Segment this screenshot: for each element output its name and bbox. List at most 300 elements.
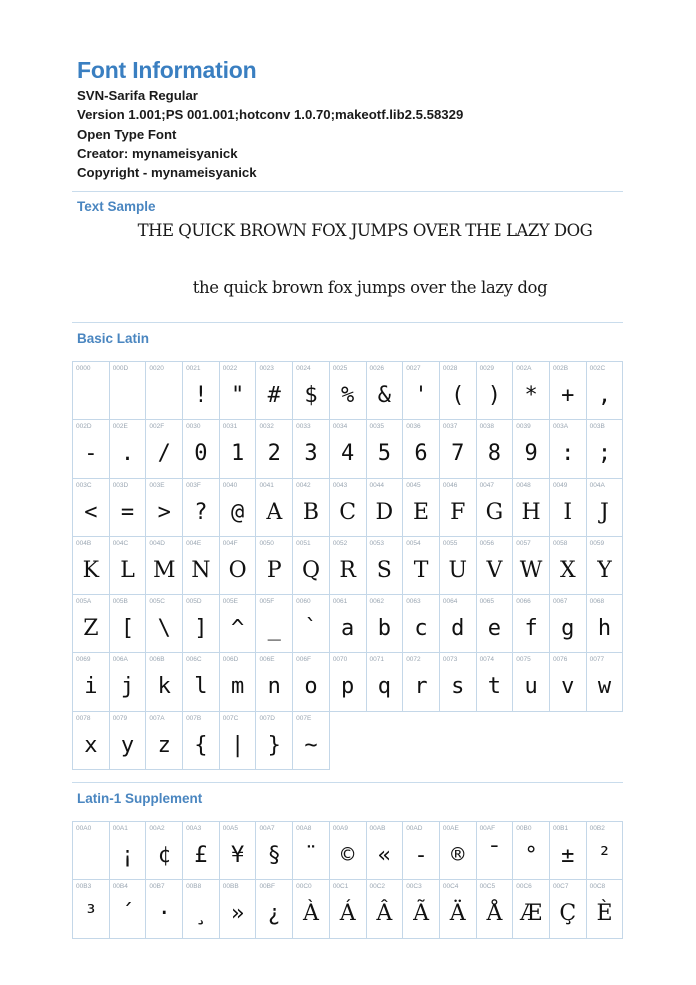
glyph-cell: [330, 479, 367, 537]
codepoint-label: 00A9: [332, 825, 348, 832]
codepoint-label: 006F: [296, 656, 311, 664]
glyph-cell: [146, 595, 183, 653]
glyph-cell: [293, 420, 330, 478]
glyph-cell: [477, 595, 514, 653]
glyph-preview: [: [120, 616, 135, 642]
text-sample-heading: Text Sample: [77, 199, 156, 214]
font-name: SVN-Sarifa Regular: [77, 88, 198, 103]
glyph-cell: [256, 595, 293, 653]
glyph-preview: h: [597, 616, 612, 642]
glyph-preview: 3: [304, 441, 318, 467]
glyph-preview: ?: [194, 499, 208, 525]
glyph-preview: z: [157, 732, 171, 758]
glyph-cell: [587, 420, 624, 478]
glyph-preview: ]: [194, 616, 208, 642]
codepoint-label: 005C: [149, 598, 165, 606]
glyph-preview: /: [157, 441, 171, 467]
glyph-preview: ^: [230, 616, 245, 642]
codepoint-label: 0057: [516, 539, 531, 547]
glyph-cell: [513, 479, 550, 537]
codepoint-label: 00B0: [516, 825, 532, 832]
glyph-preview: o: [304, 674, 318, 700]
codepoint-label: 002A: [516, 365, 532, 372]
sample-uppercase: THE QUICK BROWN FOX JUMPS OVER THE LAZY DOG: [137, 221, 593, 240]
glyph-preview: v: [561, 674, 575, 700]
glyph-cell: [110, 420, 147, 478]
glyph-cell: [293, 880, 330, 938]
glyph-preview: ©: [341, 843, 355, 868]
codepoint-label: 0029: [479, 365, 495, 372]
glyph-preview: Æ: [520, 901, 543, 927]
latin1-heading: Latin-1 Supplement: [77, 791, 203, 806]
codepoint-label: 00B4: [112, 883, 128, 891]
glyph-cell: [550, 595, 587, 653]
codepoint-label: 0030: [186, 423, 201, 431]
glyph-cell: [440, 653, 477, 711]
codepoint-label: 006C: [186, 656, 202, 664]
codepoint-label: 000D: [112, 365, 129, 372]
codepoint-label: 007A: [149, 714, 165, 722]
glyph-cell: [73, 479, 110, 537]
codepoint-label: 005E: [222, 598, 238, 606]
glyph-preview: >: [157, 499, 171, 525]
glyph-cell: [587, 479, 624, 537]
codepoint-label: 0024: [296, 365, 311, 372]
codepoint-label: 00A2: [149, 825, 165, 832]
glyph-cell: [73, 595, 110, 653]
codepoint-label: 005F: [259, 598, 275, 606]
codepoint-label: 00B8: [186, 883, 202, 891]
glyph-preview: W: [519, 557, 543, 583]
glyph-preview: 5: [377, 441, 391, 467]
glyph-preview: 7: [451, 441, 465, 467]
glyph-preview: È: [596, 901, 613, 927]
codepoint-label: 00B7: [149, 883, 165, 891]
glyph-cell: [587, 822, 624, 880]
codepoint-label: 004F: [222, 539, 238, 547]
glyph-preview: C: [339, 499, 357, 525]
glyph-preview: <: [84, 499, 98, 525]
codepoint-label: 005A: [76, 598, 92, 606]
codepoint-label: 0072: [406, 656, 421, 664]
codepoint-label: 002C: [589, 365, 606, 372]
glyph-preview: &: [377, 383, 391, 408]
glyph-cell: [513, 653, 550, 711]
codepoint-label: 00A8: [296, 825, 312, 832]
glyph-cell: [513, 880, 550, 938]
glyph-preview: a: [341, 616, 355, 642]
glyph-cell: [403, 420, 440, 478]
glyph-cell: [403, 479, 440, 537]
glyph-preview: l: [194, 674, 208, 700]
codepoint-label: 00B2: [589, 825, 605, 832]
basic-latin-heading: Basic Latin: [77, 331, 150, 346]
codepoint-label: 0045: [406, 481, 421, 489]
codepoint-label: 0026: [369, 365, 384, 372]
glyph-preview: ·: [157, 901, 171, 927]
glyph-preview: 0: [194, 441, 208, 467]
glyph-cell: [256, 653, 293, 711]
glyph-cell: [256, 479, 293, 537]
codepoint-label: 0069: [76, 656, 91, 664]
codepoint-label: 0035: [369, 423, 384, 431]
glyph-preview: i: [84, 674, 98, 700]
codepoint-label: 007C: [222, 714, 239, 722]
glyph-preview: ;: [597, 441, 612, 467]
glyph-preview: +: [561, 383, 575, 408]
glyph-cell: [477, 479, 514, 537]
glyph-preview: j: [120, 674, 135, 700]
glyph-cell: [550, 822, 587, 880]
codepoint-label: 0052: [332, 539, 348, 547]
font-type: Open Type Font: [77, 126, 177, 142]
glyph-cell: [587, 595, 624, 653]
glyph-cell: [220, 822, 257, 880]
glyph-cell: [550, 420, 587, 478]
glyph-cell: [256, 880, 293, 938]
glyph-preview: Q: [301, 557, 320, 583]
glyph-preview: ³: [84, 901, 98, 927]
codepoint-label: 0055: [442, 539, 458, 547]
glyph-cell: [256, 712, 293, 770]
glyph-cell: [256, 822, 293, 880]
glyph-preview: d: [451, 616, 465, 642]
codepoint-label: 002D: [76, 423, 92, 431]
codepoint-label: 003B: [589, 423, 605, 431]
codepoint-label: 00B1: [552, 825, 569, 832]
glyph-preview: m: [230, 674, 245, 700]
glyph-cell: [146, 479, 183, 537]
glyph-preview: Å: [486, 901, 503, 927]
codepoint-label: 00C3: [406, 883, 422, 891]
codepoint-label: 0000: [76, 365, 91, 372]
glyph-cell: [110, 712, 147, 770]
glyph-preview: $: [304, 383, 318, 408]
codepoint-label: 0058: [552, 539, 568, 547]
codepoint-label: 00A0: [76, 825, 92, 832]
glyph-cell: [513, 362, 550, 420]
glyph-preview: S: [376, 557, 392, 583]
codepoint-label: 0067: [552, 598, 568, 606]
codepoint-label: 0075: [516, 656, 531, 664]
codepoint-label: 0078: [76, 714, 91, 722]
glyph-cell: [110, 880, 147, 938]
glyph-preview: *: [524, 383, 538, 408]
glyph-cell: [220, 362, 257, 420]
glyph-cell: [220, 712, 257, 770]
divider: [72, 322, 623, 323]
codepoint-label: 0037: [442, 423, 458, 431]
glyph-preview: \: [157, 616, 171, 642]
glyph-preview: e: [487, 616, 502, 642]
glyph-cell: [220, 595, 257, 653]
glyph-cell: [256, 537, 293, 595]
glyph-preview: 1: [230, 441, 245, 467]
glyph-cell: [403, 362, 440, 420]
glyph-preview: Â: [376, 901, 393, 927]
font-info: [77, 86, 463, 182]
codepoint-label: 00C6: [516, 883, 532, 891]
glyph-preview: L: [120, 557, 135, 583]
codepoint-label: 0063: [406, 598, 421, 606]
glyph-cell: [183, 880, 220, 938]
codepoint-label: 0040: [222, 481, 238, 489]
glyph-preview: ¯: [487, 843, 502, 868]
glyph-cell: [256, 420, 293, 478]
glyph-cell: [183, 822, 220, 880]
codepoint-label: 0020: [149, 365, 164, 372]
codepoint-label: 0079: [112, 714, 128, 722]
glyph-preview: |: [230, 732, 245, 758]
glyph-cell: [73, 822, 110, 880]
codepoint-label: 00BB: [222, 883, 239, 891]
codepoint-label: 00C0: [296, 883, 312, 891]
codepoint-label: 0041: [259, 481, 274, 489]
glyph-preview: O: [228, 557, 247, 583]
glyph-preview: (: [451, 383, 465, 408]
codepoint-label: 0025: [332, 365, 348, 372]
codepoint-label: 00BF: [259, 883, 275, 891]
glyph-preview: t: [487, 674, 502, 700]
glyph-preview: T: [413, 557, 429, 583]
glyph-cell: [293, 537, 330, 595]
codepoint-label: 004C: [112, 539, 129, 547]
glyph-cell: [440, 537, 477, 595]
glyph-preview: §: [267, 843, 281, 868]
codepoint-label: 0034: [332, 423, 348, 431]
glyph-cell: [330, 653, 367, 711]
glyph-cell: [330, 880, 367, 938]
codepoint-label: 0046: [442, 481, 458, 489]
codepoint-label: 0031: [222, 423, 238, 431]
glyph-cell: [183, 479, 220, 537]
codepoint-label: 007D: [259, 714, 275, 722]
glyph-cell: [73, 712, 110, 770]
glyph-preview: ¡: [120, 843, 135, 868]
codepoint-label: 0051: [296, 539, 311, 547]
codepoint-label: 00C5: [479, 883, 496, 891]
divider: [72, 191, 623, 192]
codepoint-label: 0049: [552, 481, 568, 489]
glyph-preview: ¨: [304, 843, 318, 868]
glyph-preview: X: [559, 557, 576, 583]
glyph-preview: Á: [339, 901, 356, 927]
glyph-cell: [146, 537, 183, 595]
codepoint-label: 0039: [516, 423, 531, 431]
glyph-cell: [146, 420, 183, 478]
glyph-preview: B: [302, 499, 320, 525]
codepoint-label: 0077: [589, 656, 605, 664]
font-copyright: Copyright - mynameisyanick: [77, 165, 257, 181]
glyph-cell: [440, 362, 477, 420]
divider: [72, 782, 623, 783]
glyph-preview: £: [194, 843, 208, 868]
glyph-preview: =: [120, 499, 135, 525]
codepoint-label: 00A7: [259, 825, 275, 832]
codepoint-label: 00C2: [369, 883, 386, 891]
glyph-preview: «: [377, 843, 391, 868]
codepoint-label: 003D: [112, 481, 129, 489]
glyph-preview: ¥: [230, 843, 245, 868]
glyph-cell: [183, 362, 220, 420]
glyph-cell: [73, 880, 110, 938]
codepoint-label: 0066: [516, 598, 531, 606]
glyph-cell: [367, 479, 404, 537]
codepoint-label: 00B3: [76, 883, 92, 891]
codepoint-label: 0033: [296, 423, 311, 431]
codepoint-label: 0021: [186, 365, 201, 372]
glyph-cell: [587, 880, 624, 938]
codepoint-label: 0068: [589, 598, 605, 606]
glyph-preview: %: [341, 383, 355, 408]
glyph-cell: [367, 653, 404, 711]
glyph-cell: [220, 653, 257, 711]
glyph-preview: f: [524, 616, 538, 642]
glyph-cell: [367, 822, 404, 880]
codepoint-label: 002E: [112, 423, 128, 431]
codepoint-label: 007B: [186, 714, 202, 722]
glyph-cell: [110, 595, 147, 653]
codepoint-label: 0074: [479, 656, 495, 664]
codepoint-label: 0059: [589, 539, 605, 547]
codepoint-label: 00C1: [332, 883, 349, 891]
glyph-preview: ¿: [267, 901, 281, 927]
glyph-cell: [330, 537, 367, 595]
glyph-cell: [73, 362, 110, 420]
codepoint-label: 0053: [369, 539, 384, 547]
codepoint-label: 005D: [186, 598, 202, 606]
glyph-cell: [146, 712, 183, 770]
glyph-cell: [440, 420, 477, 478]
codepoint-label: 0036: [406, 423, 421, 431]
glyph-cell: [477, 362, 514, 420]
glyph-cell: [513, 420, 550, 478]
glyph-preview: r: [414, 674, 428, 700]
sample-lowercase: the quick brown fox jumps over the lazy dog: [192, 278, 548, 297]
codepoint-label: 0062: [369, 598, 384, 606]
glyph-preview: R: [339, 557, 356, 583]
codepoint-label: 006A: [112, 656, 128, 664]
glyph-cell: [477, 822, 514, 880]
glyph-cell: [183, 595, 220, 653]
glyph-preview: ±: [561, 843, 575, 868]
glyph-cell: [403, 880, 440, 938]
codepoint-label: 0044: [369, 481, 384, 489]
codepoint-label: 0054: [406, 539, 421, 547]
glyph-preview: .: [120, 441, 135, 467]
glyph-cell: [477, 420, 514, 478]
glyph-cell: [110, 537, 147, 595]
codepoint-label: 002F: [149, 423, 165, 431]
glyph-preview: U: [448, 557, 467, 583]
codepoint-label: 0027: [406, 365, 421, 372]
codepoint-label: 0028: [442, 365, 458, 372]
glyph-preview: °: [524, 843, 538, 868]
codepoint-label: 002B: [552, 365, 569, 372]
glyph-preview: :: [561, 441, 575, 467]
glyph-preview: 9: [524, 441, 538, 467]
codepoint-label: 0048: [516, 481, 531, 489]
glyph-preview: À: [303, 901, 319, 927]
codepoint-label: 0050: [259, 539, 274, 547]
glyph-preview: K: [82, 557, 100, 583]
glyph-preview: H: [521, 499, 541, 525]
glyph-cell: [550, 479, 587, 537]
glyph-cell: [293, 362, 330, 420]
glyph-preview: E: [413, 499, 430, 525]
glyph-cell: [367, 595, 404, 653]
glyph-cell: [477, 653, 514, 711]
glyph-preview: y: [120, 732, 135, 758]
glyph-preview: c: [414, 616, 428, 642]
codepoint-label: 003C: [76, 481, 92, 489]
glyph-preview: N: [191, 557, 211, 583]
glyph-cell: [367, 537, 404, 595]
font-creator: Creator: mynameisyanick: [77, 145, 238, 161]
glyph-preview: #: [267, 383, 281, 408]
glyph-preview: ¢: [157, 843, 171, 868]
glyph-cell: [73, 537, 110, 595]
glyph-preview: u: [524, 674, 538, 700]
font-version: Version 1.001;PS 001.001;hotconv 1.0.70;makeotf.lib2.5.58329: [77, 107, 464, 123]
glyph-preview: _: [267, 616, 281, 642]
glyph-preview: ¸: [194, 901, 208, 927]
codepoint-label: 0042: [296, 481, 311, 489]
glyph-cell: [477, 880, 514, 938]
glyph-cell: [367, 362, 404, 420]
glyph-preview: Z: [83, 616, 99, 642]
codepoint-label: 0047: [479, 481, 495, 489]
glyph-cell: [550, 362, 587, 420]
glyph-cell: [513, 822, 550, 880]
glyph-cell: [146, 653, 183, 711]
glyph-cell: [220, 420, 257, 478]
glyph-cell: [220, 880, 257, 938]
codepoint-label: 0065: [479, 598, 495, 606]
glyph-cell: [146, 880, 183, 938]
glyph-cell: [110, 362, 147, 420]
codepoint-label: 00AB: [369, 825, 386, 832]
codepoint-label: 004A: [589, 481, 605, 489]
glyph-cell: [256, 362, 293, 420]
codepoint-label: 00AE: [442, 825, 459, 832]
glyph-preview: q: [377, 674, 391, 700]
codepoint-label: 0023: [259, 365, 274, 372]
glyph-cell: [440, 822, 477, 880]
glyph-cell: [550, 653, 587, 711]
glyph-preview: g: [561, 616, 575, 642]
glyph-preview: b: [377, 616, 391, 642]
glyph-cell: [293, 595, 330, 653]
glyph-preview: M: [152, 557, 176, 583]
glyph-cell: [146, 822, 183, 880]
glyph-preview: !: [194, 383, 208, 408]
codepoint-label: 005B: [112, 598, 128, 606]
codepoint-label: 0032: [259, 423, 274, 431]
glyph-cell: [403, 822, 440, 880]
glyph-preview: @: [230, 499, 245, 525]
glyph-cell: [293, 822, 330, 880]
glyph-cell: [440, 595, 477, 653]
glyph-preview: ): [487, 383, 502, 408]
codepoint-label: 00A5: [222, 825, 238, 832]
glyph-preview: 4: [341, 441, 355, 467]
glyph-cell: [183, 653, 220, 711]
glyph-preview: P: [266, 557, 282, 583]
codepoint-label: 004E: [186, 539, 202, 547]
codepoint-label: 006E: [259, 656, 275, 664]
codepoint-label: 0038: [479, 423, 495, 431]
